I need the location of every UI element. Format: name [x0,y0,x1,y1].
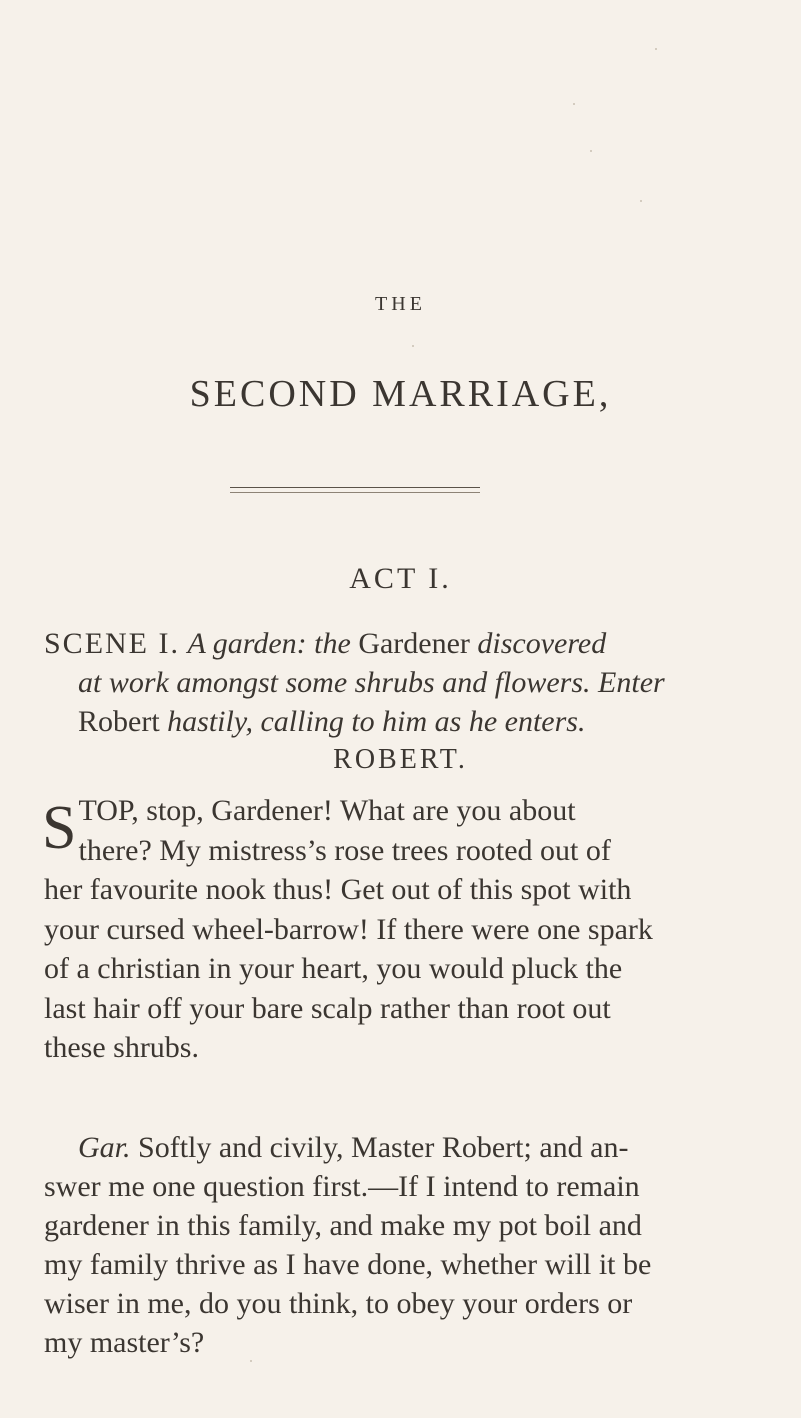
reply-paragraph [44,1128,784,1362]
reply-line: wiser in me, do you think, to obey your orders or [44,1287,633,1320]
title-rule-thin [230,492,480,493]
speech-line: of a christian in your heart, you would pluck the [44,952,623,985]
paper-speck [640,200,642,202]
speech-line: there? My mistress’s rose trees rooted out of [78,833,611,867]
speech-line: her favourite nook thus! Get out of this spot with [44,873,632,906]
character-name: Robert [78,705,160,738]
scene-line: at work amongst some shrubs and flowers. Enter [78,666,665,699]
speech-paragraph [44,791,784,1068]
speech-line: TOP, stop, Gardener! What are you about [78,794,576,827]
speech-line: last hair off your bare scalp rather than root out [44,991,611,1025]
play-title: SECOND MARRIAGE, [189,373,612,415]
drop-cap: S [42,794,77,862]
scene-action: hastily, calling to him as he enters. [167,705,586,738]
speaker-abbrev: Gar. [78,1131,131,1164]
reply-line: swer me one question first.—If I intend to remain [44,1170,640,1203]
speaker-name: ROBERT. [333,744,468,775]
reply-line: my family thrive as I have done, whether will it be [44,1248,652,1281]
scene-setting: A garden: the [187,627,351,660]
scene-action: discovered [477,627,607,660]
reply-line: Softly and civily, Master Robert; and an- [138,1131,629,1164]
act-heading: ACT I. [349,562,452,595]
stage-direction [44,624,784,741]
paper-speck [590,150,592,152]
character-name: Gardener [358,627,470,660]
title-prefix: THE [375,293,426,315]
paper-speck [412,345,414,347]
speech-line: these shrubs. [44,1031,199,1064]
paper-speck [655,48,657,50]
title-rule [230,487,480,488]
paper-speck [573,103,575,105]
scene-number: SCENE I. [44,627,180,660]
speech-line: your cursed wheel-barrow! If there were one spark [44,912,653,946]
reply-line: gardener in this family, and make my pot boil and [44,1209,642,1242]
reply-line: my master’s? [44,1326,205,1359]
